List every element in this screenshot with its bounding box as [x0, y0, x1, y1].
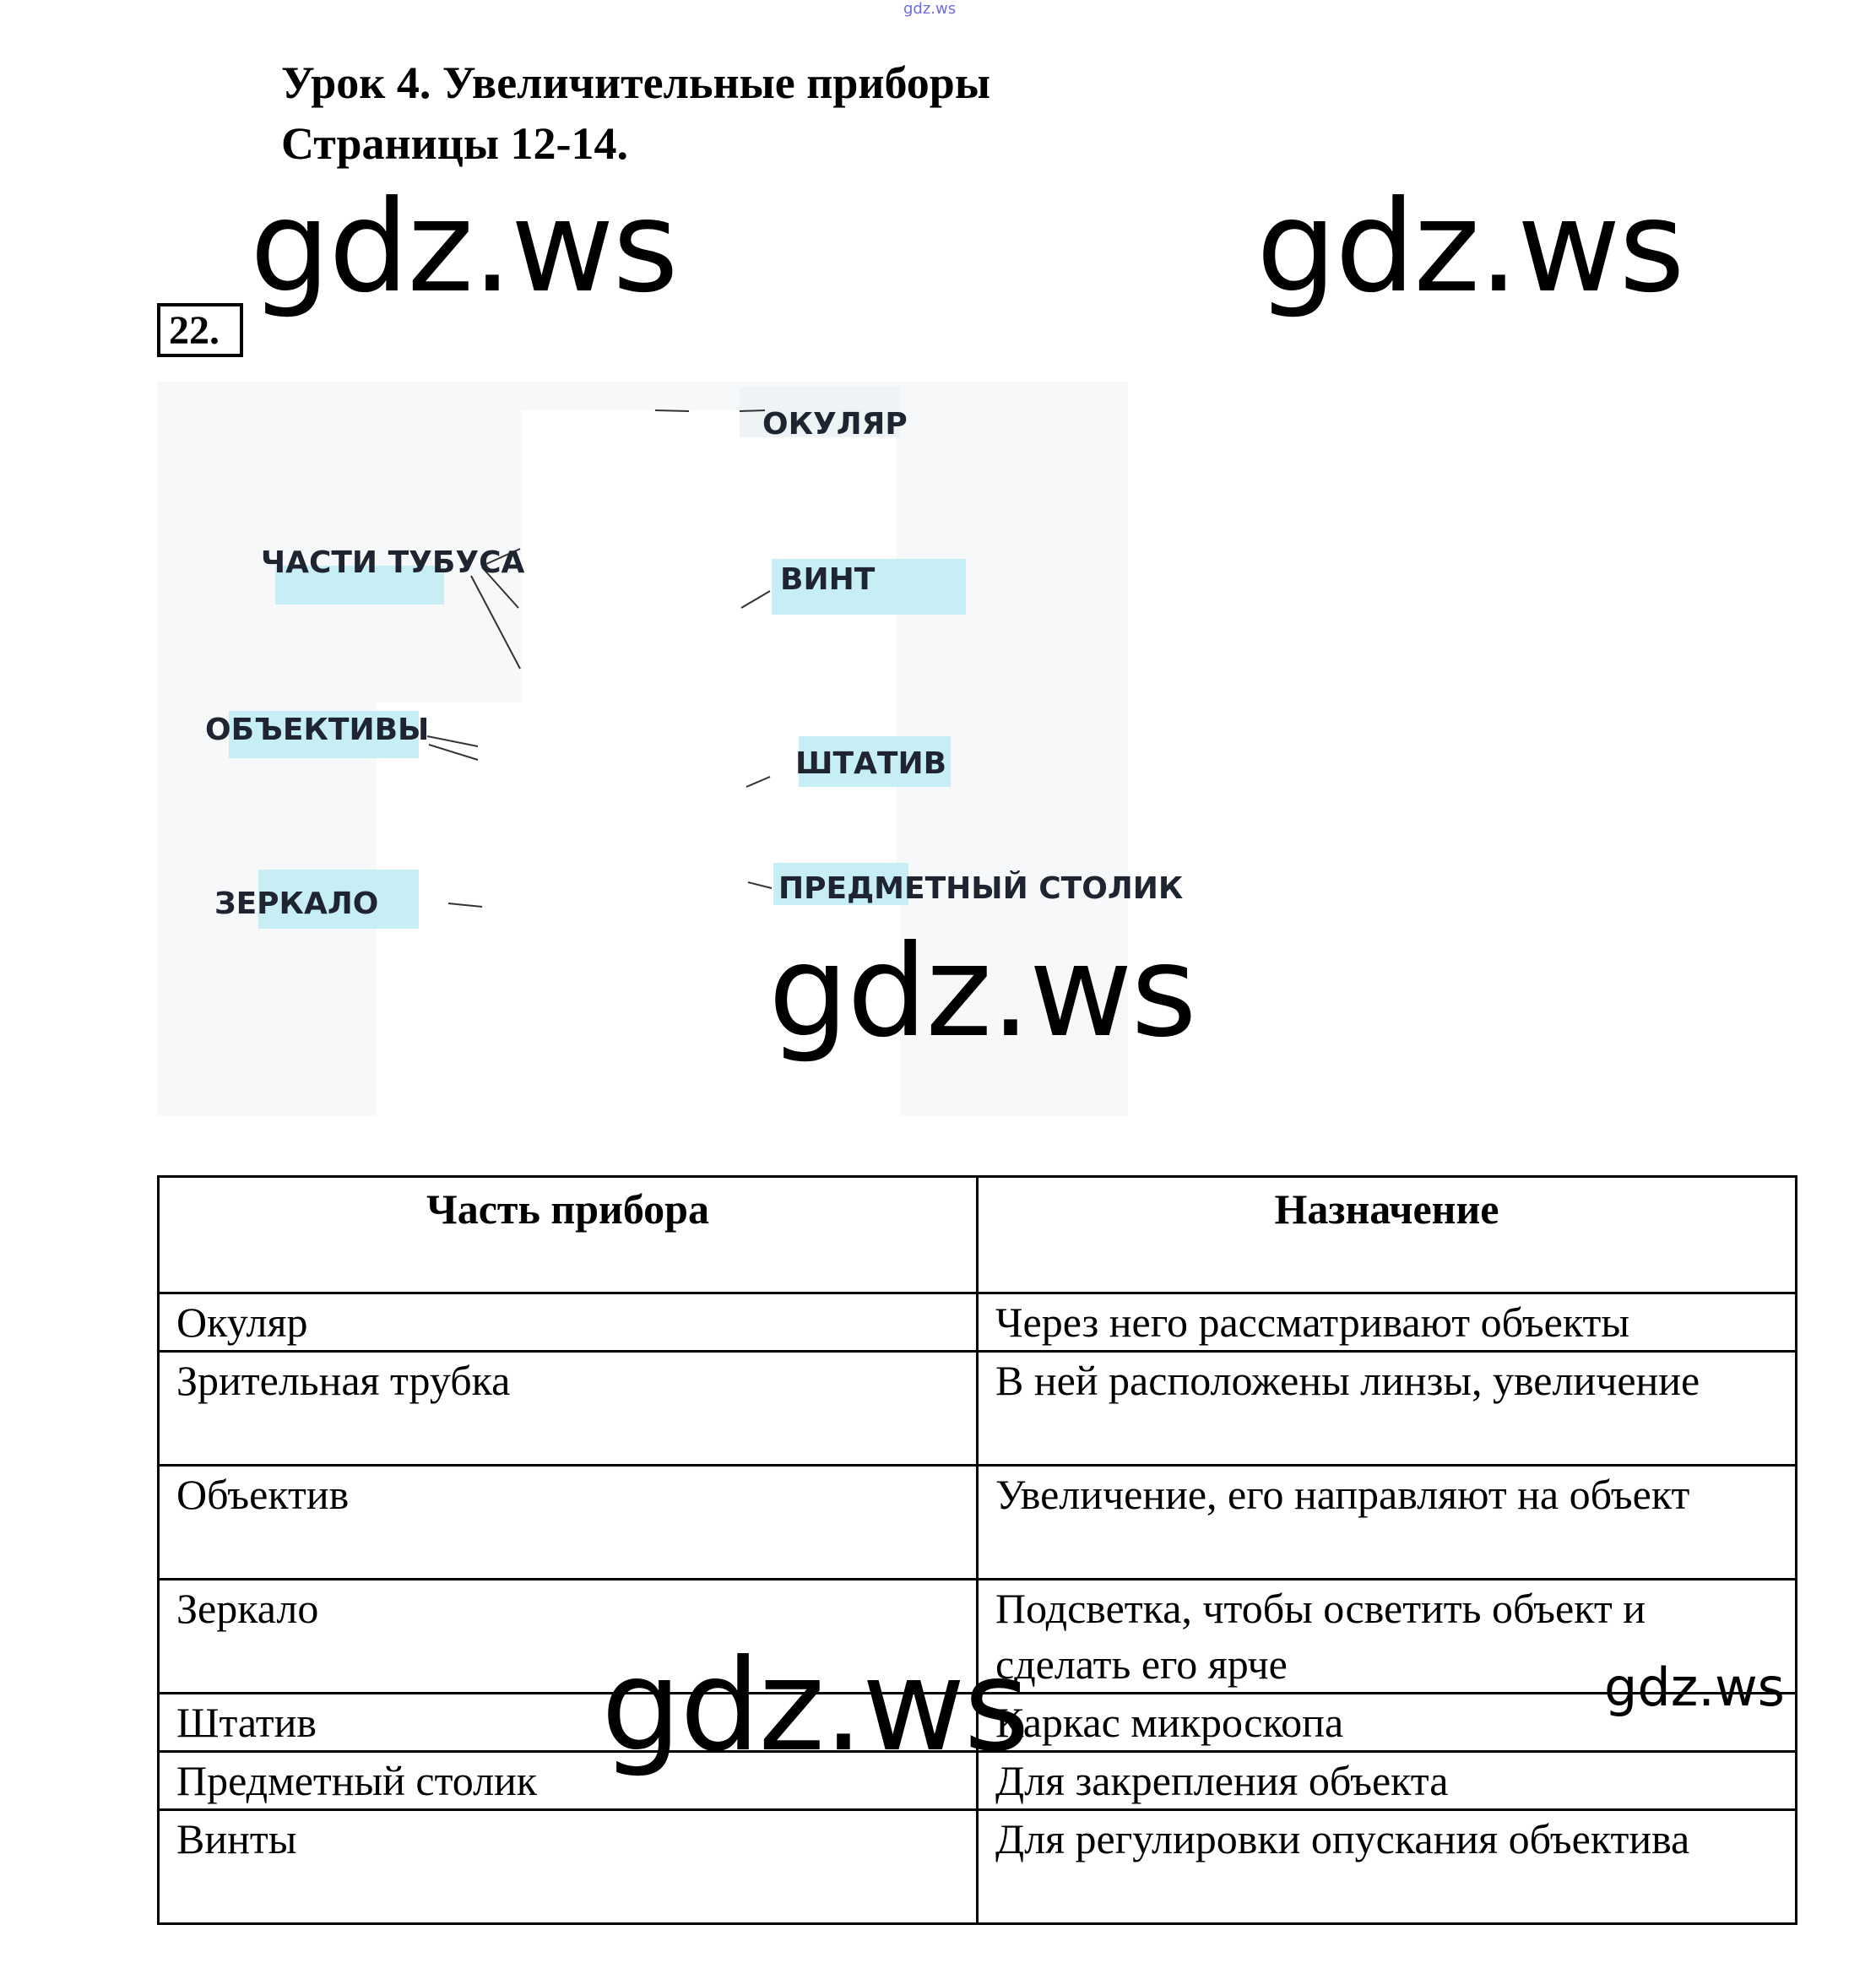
cell-purpose: Увеличение, его направляют на объект	[978, 1466, 1797, 1580]
leader-line	[471, 576, 520, 669]
table-row	[159, 1352, 1797, 1466]
watermark: gdz.ws	[768, 919, 1196, 1065]
cell-part: Зеркало	[159, 1580, 978, 1694]
table-header-row	[159, 1177, 1797, 1293]
label-mirror: ЗЕРКАЛО	[214, 886, 379, 921]
watermark: gdz.ws	[601, 1633, 1028, 1780]
label-screw: ВИНТ	[780, 562, 876, 597]
leader-line	[746, 777, 770, 787]
parts-table	[157, 1175, 1797, 1925]
cell-part: Штатив	[159, 1694, 978, 1752]
cell-purpose: Для закрепления объекта	[978, 1752, 1797, 1810]
cell-part: Зрительная трубка	[159, 1352, 978, 1466]
leader-line	[740, 410, 765, 411]
cell-part: Окуляр	[159, 1293, 978, 1352]
table-row	[159, 1466, 1797, 1580]
leader-line	[748, 882, 772, 888]
watermark: gdz.ws	[250, 174, 677, 321]
cell-part: Предметный столик	[159, 1752, 978, 1810]
leader-line	[655, 410, 689, 411]
leader-line	[448, 903, 482, 907]
cell-purpose: Каркас микроскопа	[978, 1694, 1797, 1752]
label-stage: ПРЕДМЕТНЫЙ СТОЛИК	[778, 871, 1184, 906]
leader-line	[429, 745, 478, 760]
cell-purpose: Через него рассматривают объекты	[978, 1293, 1797, 1352]
lesson-title: Урок 4. Увеличительные приборы	[281, 57, 990, 108]
leader-line	[427, 736, 478, 746]
cell-purpose: Подсветка, чтобы осветить объект и сделать его ярче	[978, 1580, 1797, 1694]
label-stand: ШТАТИВ	[795, 746, 947, 781]
watermark: gdz.ws	[1604, 1656, 1785, 1718]
watermark: gdz.ws	[1256, 174, 1684, 321]
label-objectives: ОБЪЕКТИВЫ	[205, 713, 430, 747]
cell-part: Винты	[159, 1810, 978, 1924]
column-header-purpose: Назначение	[978, 1177, 1797, 1293]
pages-range: Страницы 12-14.	[281, 118, 628, 169]
task-number: 22.	[157, 303, 243, 357]
leader-line	[741, 591, 770, 608]
column-header-part: Часть прибора	[159, 1177, 978, 1293]
label-tube-parts: ЧАСТИ ТУБУСА	[261, 545, 525, 580]
label-eyepiece: ОКУЛЯР	[762, 407, 908, 442]
cell-part: Объектив	[159, 1466, 978, 1580]
cell-purpose: Для регулировки опускания объектива	[978, 1810, 1797, 1924]
table-row	[159, 1810, 1797, 1924]
top-watermark: gdz.ws	[903, 0, 957, 18]
cell-purpose: В ней расположены линзы, увеличение	[978, 1352, 1797, 1466]
lesson-header	[281, 52, 990, 174]
table-row	[159, 1293, 1797, 1352]
